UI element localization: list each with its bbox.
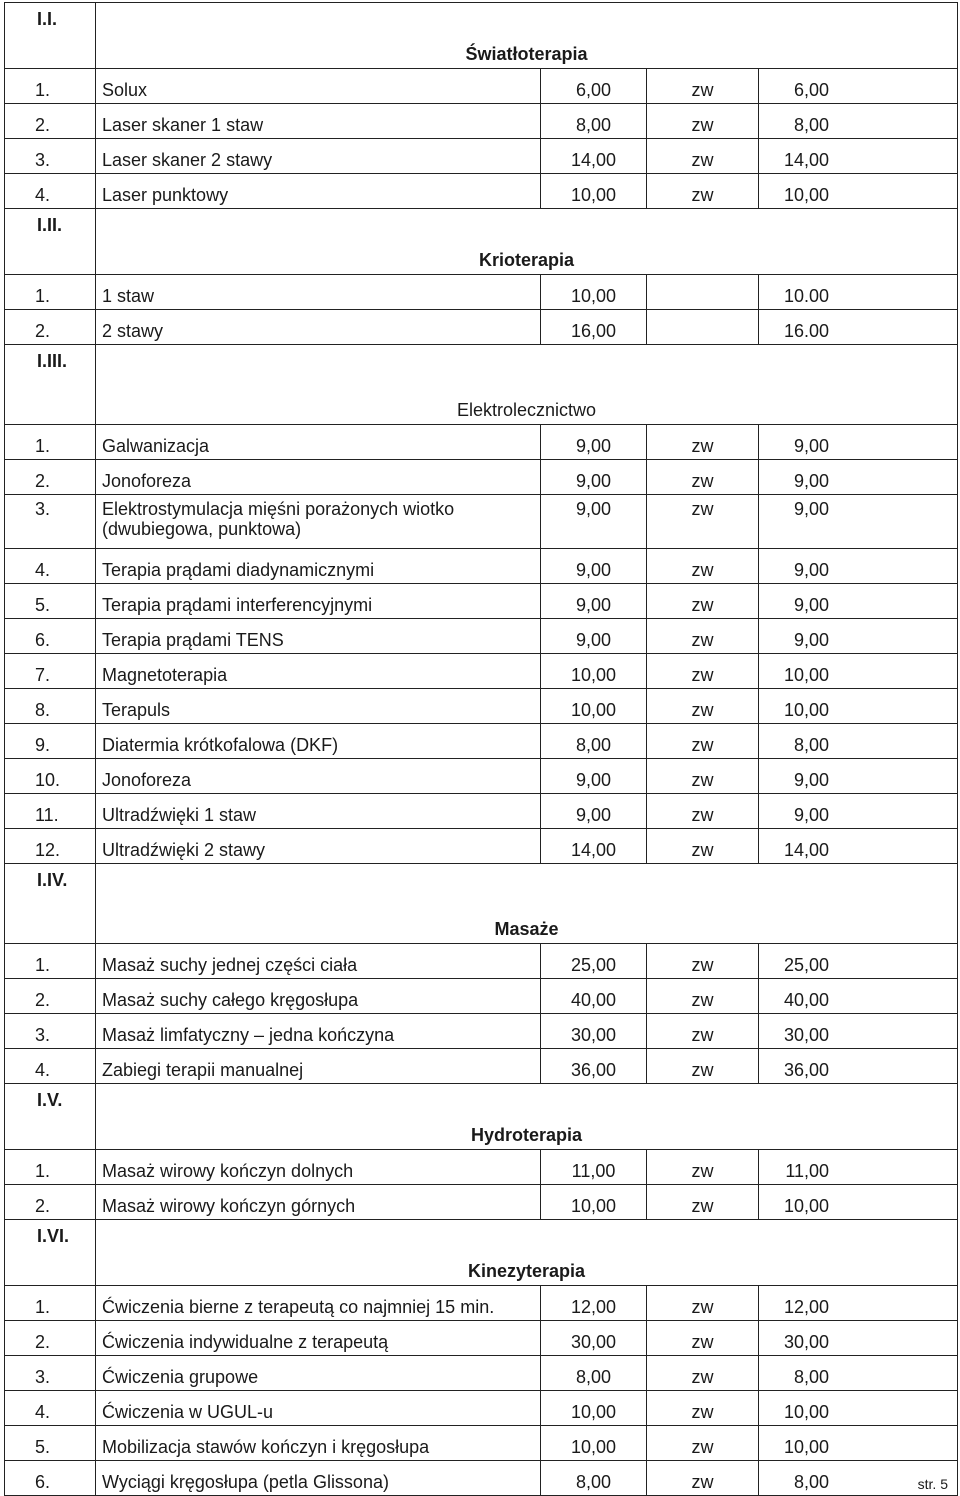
treatment-name: Masaż limfatyczny – jedna kończyna: [96, 1014, 541, 1049]
treatment-name: Masaż wirowy kończyn górnych: [96, 1185, 541, 1220]
treatment-name: Diatermia krótkofalowa (DKF): [96, 724, 541, 759]
page-number: str. 5: [917, 1476, 948, 1492]
table-row: [5, 425, 958, 460]
net-price: 30,00: [541, 1014, 647, 1049]
table-row: [5, 584, 958, 619]
table-row: [5, 944, 958, 979]
row-number: 2.: [5, 1321, 96, 1356]
table-row: [5, 1426, 958, 1461]
gross-price: 9,00: [759, 619, 958, 654]
row-number: 6.: [5, 619, 96, 654]
vat-rate: zw: [647, 425, 759, 460]
table-row: [5, 794, 958, 829]
section-id: I.III.: [5, 345, 96, 425]
vat-rate: zw: [647, 1150, 759, 1185]
table-row: [5, 549, 958, 584]
vat-rate: zw: [647, 174, 759, 209]
gross-price: 36,00: [759, 1049, 958, 1084]
net-price: 25,00: [541, 944, 647, 979]
table-row: [5, 1321, 958, 1356]
table-row: [5, 654, 958, 689]
net-price: 30,00: [541, 1321, 647, 1356]
table-row: [5, 724, 958, 759]
table-row: [5, 1286, 958, 1321]
section-title: Światłoterapia: [96, 3, 958, 69]
table-row: [5, 104, 958, 139]
vat-rate: zw: [647, 1426, 759, 1461]
treatment-name: Ultradźwięki 1 staw: [96, 794, 541, 829]
vat-rate: [647, 310, 759, 345]
table-row: [5, 1461, 958, 1496]
row-number: 2.: [5, 460, 96, 495]
vat-rate: zw: [647, 979, 759, 1014]
net-price: 9,00: [541, 495, 647, 549]
net-price: 16,00: [541, 310, 647, 345]
gross-price: 30,00: [759, 1321, 958, 1356]
gross-price: 8,00: [759, 104, 958, 139]
vat-rate: zw: [647, 584, 759, 619]
treatment-name: Wyciągi kręgosłupa (petla Glissona): [96, 1461, 541, 1496]
row-number: 1.: [5, 1286, 96, 1321]
section-header-row: [5, 345, 958, 425]
gross-price: 9,00: [759, 495, 958, 549]
treatment-name: Jonoforeza: [96, 759, 541, 794]
gross-price: 10,00: [759, 654, 958, 689]
net-price: 10,00: [541, 1391, 647, 1426]
treatment-name: Laser punktowy: [96, 174, 541, 209]
net-price: 14,00: [541, 829, 647, 864]
gross-price: 10,00: [759, 1391, 958, 1426]
net-price: 36,00: [541, 1049, 647, 1084]
treatment-name: Zabiegi terapii manualnej: [96, 1049, 541, 1084]
treatment-name: Solux: [96, 69, 541, 104]
gross-price: 40,00: [759, 979, 958, 1014]
treatment-name: Ćwiczenia grupowe: [96, 1356, 541, 1391]
vat-rate: zw: [647, 944, 759, 979]
table-row: [5, 759, 958, 794]
net-price: 8,00: [541, 1461, 647, 1496]
vat-rate: zw: [647, 689, 759, 724]
table-row: [5, 69, 958, 104]
gross-price: 9,00: [759, 584, 958, 619]
section-header-row: [5, 1220, 958, 1286]
net-price: 9,00: [541, 549, 647, 584]
net-price: 9,00: [541, 584, 647, 619]
table-row: [5, 174, 958, 209]
vat-rate: zw: [647, 104, 759, 139]
vat-rate: zw: [647, 759, 759, 794]
treatment-name: Ćwiczenia w UGUL-u: [96, 1391, 541, 1426]
row-number: 1.: [5, 425, 96, 460]
gross-price: 30,00: [759, 1014, 958, 1049]
net-price: 9,00: [541, 425, 647, 460]
vat-rate: zw: [647, 1321, 759, 1356]
row-number: 12.: [5, 829, 96, 864]
net-price: 9,00: [541, 460, 647, 495]
row-number: 2.: [5, 979, 96, 1014]
treatment-name: Magnetoterapia: [96, 654, 541, 689]
treatment-name: Terapia prądami diadynamicznymi: [96, 549, 541, 584]
vat-rate: zw: [647, 495, 759, 549]
net-price: 6,00: [541, 69, 647, 104]
treatment-name: Jonoforeza: [96, 460, 541, 495]
table-row: [5, 619, 958, 654]
row-number: 3.: [5, 495, 96, 549]
row-number: 1.: [5, 1150, 96, 1185]
treatment-name: Ćwiczenia indywidualne z terapeutą: [96, 1321, 541, 1356]
table-row: [5, 689, 958, 724]
treatment-name: Laser skaner 2 stawy: [96, 139, 541, 174]
table-row: [5, 1049, 958, 1084]
net-price: 14,00: [541, 139, 647, 174]
row-number: 4.: [5, 1391, 96, 1426]
vat-rate: zw: [647, 1286, 759, 1321]
vat-rate: zw: [647, 829, 759, 864]
row-number: 9.: [5, 724, 96, 759]
row-number: 3.: [5, 139, 96, 174]
gross-price: 8,00: [759, 724, 958, 759]
net-price: 10,00: [541, 689, 647, 724]
vat-rate: zw: [647, 1014, 759, 1049]
row-number: 6.: [5, 1461, 96, 1496]
treatment-name: Galwanizacja: [96, 425, 541, 460]
net-price: 9,00: [541, 759, 647, 794]
row-number: 1.: [5, 275, 96, 310]
section-title: Krioterapia: [96, 209, 958, 275]
section-header-row: [5, 864, 958, 944]
row-number: 8.: [5, 689, 96, 724]
vat-rate: zw: [647, 1461, 759, 1496]
treatment-name: Terapia prądami interferencyjnymi: [96, 584, 541, 619]
gross-price: 8,00: [759, 1356, 958, 1391]
vat-rate: zw: [647, 69, 759, 104]
net-price: 10,00: [541, 654, 647, 689]
section-title: Hydroterapia: [96, 1084, 958, 1150]
gross-price: 14,00: [759, 139, 958, 174]
gross-price: 25,00: [759, 944, 958, 979]
net-price: 11,00: [541, 1150, 647, 1185]
vat-rate: zw: [647, 460, 759, 495]
vat-rate: zw: [647, 1391, 759, 1426]
treatment-name: Ultradźwięki 2 stawy: [96, 829, 541, 864]
row-number: 3.: [5, 1014, 96, 1049]
treatment-name: Masaż suchy całego kręgosłupa: [96, 979, 541, 1014]
vat-rate: zw: [647, 1356, 759, 1391]
treatment-name: Terapuls: [96, 689, 541, 724]
vat-rate: zw: [647, 549, 759, 584]
treatment-name: Masaż wirowy kończyn dolnych: [96, 1150, 541, 1185]
gross-price: 9,00: [759, 549, 958, 584]
gross-price: 16.00: [759, 310, 958, 345]
gross-price: 6,00: [759, 69, 958, 104]
net-price: 9,00: [541, 794, 647, 829]
net-price: 8,00: [541, 724, 647, 759]
gross-price: 10.00: [759, 275, 958, 310]
gross-price: 10,00: [759, 174, 958, 209]
row-number: 2.: [5, 104, 96, 139]
section-header-row: [5, 209, 958, 275]
table-row: [5, 1150, 958, 1185]
row-number: 3.: [5, 1356, 96, 1391]
treatment-name: Terapia prądami TENS: [96, 619, 541, 654]
section-id: I.V.: [5, 1084, 96, 1150]
gross-price: 9,00: [759, 794, 958, 829]
row-number: 7.: [5, 654, 96, 689]
gross-price: 9,00: [759, 425, 958, 460]
net-price: 10,00: [541, 1426, 647, 1461]
net-price: 9,00: [541, 619, 647, 654]
row-number: 2.: [5, 1185, 96, 1220]
gross-price: 10,00: [759, 1185, 958, 1220]
row-number: 11.: [5, 794, 96, 829]
gross-price: 9,00: [759, 759, 958, 794]
gross-price: 12,00: [759, 1286, 958, 1321]
section-id: I.II.: [5, 209, 96, 275]
gross-price: 14,00: [759, 829, 958, 864]
price-list-table: [4, 2, 958, 1496]
row-number: 5.: [5, 584, 96, 619]
table-row: [5, 829, 958, 864]
section-id: I.IV.: [5, 864, 96, 944]
gross-price: 11,00: [759, 1150, 958, 1185]
table-row: [5, 310, 958, 345]
table-row: [5, 495, 958, 549]
table-row: [5, 275, 958, 310]
table-row: [5, 460, 958, 495]
row-number: 10.: [5, 759, 96, 794]
net-price: 10,00: [541, 275, 647, 310]
section-id: I.VI.: [5, 1220, 96, 1286]
section-title: Kinezyterapia: [96, 1220, 958, 1286]
table-row: [5, 1185, 958, 1220]
treatment-name: Masaż suchy jednej części ciała: [96, 944, 541, 979]
vat-rate: zw: [647, 1049, 759, 1084]
row-number: 4.: [5, 549, 96, 584]
treatment-name: 2 stawy: [96, 310, 541, 345]
net-price: 10,00: [541, 174, 647, 209]
row-number: 4.: [5, 1049, 96, 1084]
section-title: Elektrolecznictwo: [96, 345, 958, 425]
table-row: [5, 139, 958, 174]
vat-rate: zw: [647, 139, 759, 174]
section-id: I.I.: [5, 3, 96, 69]
row-number: 5.: [5, 1426, 96, 1461]
vat-rate: zw: [647, 724, 759, 759]
row-number: 4.: [5, 174, 96, 209]
net-price: 40,00: [541, 979, 647, 1014]
row-number: 2.: [5, 310, 96, 345]
section-header-row: [5, 3, 958, 69]
vat-rate: [647, 275, 759, 310]
vat-rate: zw: [647, 794, 759, 829]
vat-rate: zw: [647, 654, 759, 689]
vat-rate: zw: [647, 1185, 759, 1220]
treatment-name: 1 staw: [96, 275, 541, 310]
row-number: 1.: [5, 69, 96, 104]
section-header-row: [5, 1084, 958, 1150]
net-price: 8,00: [541, 104, 647, 139]
section-title: Masaże: [96, 864, 958, 944]
gross-price: 9,00: [759, 460, 958, 495]
net-price: 10,00: [541, 1185, 647, 1220]
treatment-name: Elektrostymulacja mięśni porażonych wiotko (dwubiegowa, punktowa): [96, 495, 541, 549]
table-row: [5, 1014, 958, 1049]
treatment-name: Ćwiczenia bierne z terapeutą co najmniej 15 min.: [96, 1286, 541, 1321]
price-list-body: [5, 3, 958, 1496]
row-number: 1.: [5, 944, 96, 979]
table-row: [5, 979, 958, 1014]
treatment-name: Mobilizacja stawów kończyn i kręgosłupa: [96, 1426, 541, 1461]
gross-price: 10,00: [759, 689, 958, 724]
net-price: 8,00: [541, 1356, 647, 1391]
vat-rate: zw: [647, 619, 759, 654]
net-price: 12,00: [541, 1286, 647, 1321]
table-row: [5, 1391, 958, 1426]
gross-price: 10,00: [759, 1426, 958, 1461]
gross-price: 8,00: [759, 1461, 958, 1496]
table-row: [5, 1356, 958, 1391]
treatment-name: Laser skaner 1 staw: [96, 104, 541, 139]
